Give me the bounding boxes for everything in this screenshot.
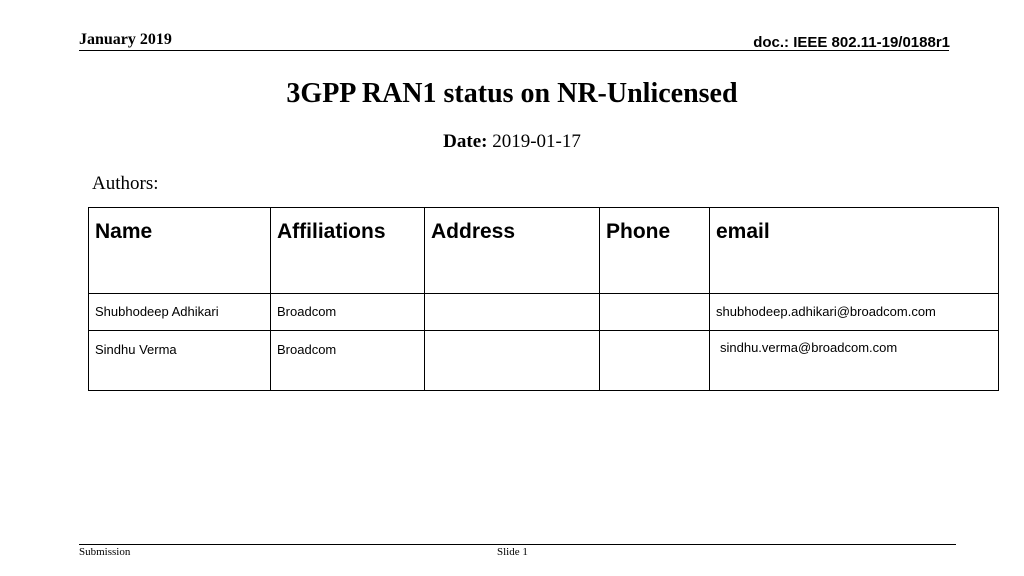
column-header-email: email xyxy=(710,208,999,294)
author-phone xyxy=(600,294,710,331)
column-header-address: Address xyxy=(425,208,600,294)
table-row xyxy=(89,294,999,331)
author-address xyxy=(425,331,600,391)
footer-submission: Submission xyxy=(79,546,131,558)
authors-table xyxy=(88,207,999,391)
author-name: Shubhodeep Adhikari xyxy=(89,294,271,331)
header-doc-id: doc.: IEEE 802.11-19/0188r1 xyxy=(753,34,950,51)
slide-date xyxy=(0,131,1024,153)
header-divider xyxy=(79,50,949,51)
author-email: sindhu.verma@broadcom.com xyxy=(710,331,999,391)
column-header-affiliations: Affiliations xyxy=(271,208,425,294)
author-phone xyxy=(600,331,710,391)
author-address xyxy=(425,294,600,331)
column-header-phone: Phone xyxy=(600,208,710,294)
author-name: Sindhu Verma xyxy=(89,331,271,391)
author-affiliation: Broadcom xyxy=(271,294,425,331)
header-date: January 2019 xyxy=(79,31,172,48)
slide-title: 3GPP RAN1 status on NR-Unlicensed xyxy=(286,78,738,109)
author-email: shubhodeep.adhikari@broadcom.com xyxy=(710,294,999,331)
table-row xyxy=(89,331,999,391)
date-value: 2019-01-17 xyxy=(492,131,581,152)
date-label: Date: xyxy=(443,131,488,152)
footer-slide-number: Slide 1 xyxy=(497,546,528,558)
author-affiliation: Broadcom xyxy=(271,331,425,391)
footer-divider xyxy=(79,544,956,545)
table-header-row xyxy=(89,208,999,294)
authors-label: Authors: xyxy=(92,173,159,194)
column-header-name: Name xyxy=(89,208,271,294)
